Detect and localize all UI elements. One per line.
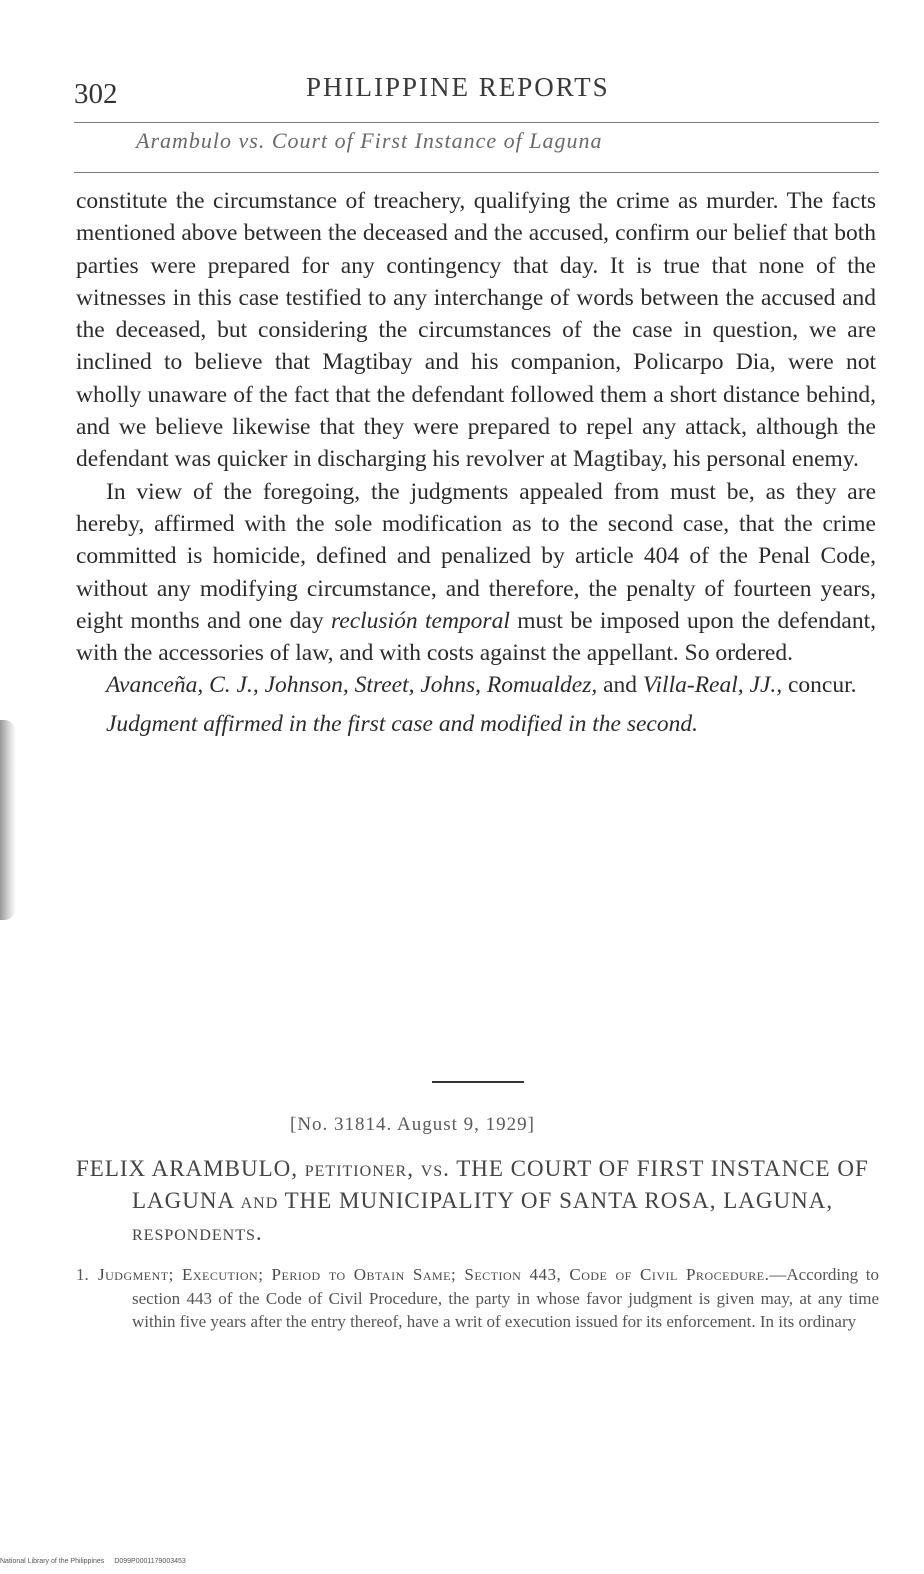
page-header	[74, 70, 874, 116]
paragraph-1: constitute the circumstance of treachery, qualifying the crime as murder. The facts mentioned above between the deceased and the accused, confirm our belief that both parties were prepared for any contingency that day. It is true that none of the witnesses in this case testified to any interchange of words between the accused and the deceased, but considering the circumstances of the case in question, we are inclined to believe that Magtibay and his companion, Policarpo Dia, were not wholly unaware of the fact that the defendant followed them a short distance behind, and we believe likewise that they were prepared to repel any attack, although the defendant was quicker in discharging his revolver at Magtibay, his personal enemy.	[76, 188, 876, 473]
syllabus-entry	[76, 1263, 879, 1334]
syllabus-heading: Judgment; Execution; Period to Obtain Same; Section 443, Code of Civil Procedure.	[98, 1265, 770, 1284]
parties-text: FELIX ARAMBULO, petitioner, vs. THE COURT OF FIRST INSTANCE OF LAGUNA and THE MUNICIPALITY OF SANTA ROSA, LAGUNA, respondents.	[76, 1156, 869, 1245]
syllabus	[76, 1263, 879, 1334]
docket-line: [No. 31814. August 9, 1929]	[290, 1114, 535, 1135]
running-head: PHILIPPINE REPORTS	[306, 72, 610, 102]
footer-library: National Library of the Philippines	[0, 1558, 105, 1565]
paragraph-2	[76, 476, 876, 670]
page-number: 302	[74, 78, 118, 110]
syllabus-number: 1.	[76, 1265, 89, 1284]
syllabus-text: —According to section 443 of the Code of Civil Procedure, the party in whose favor judgment is given may, at any time within five years after the entry thereof, have a writ of execution issued for its enforcement. In its ordinary	[132, 1265, 879, 1332]
concurring-justices-2: Villa-Real, JJ.,	[642, 672, 783, 699]
concur-word: concur.	[788, 672, 857, 699]
case-separator-rule	[432, 1081, 524, 1083]
footer-attribution	[0, 1558, 186, 1565]
disposition: Judgment affirmed in the first case and modified in the second.	[106, 710, 698, 737]
case-title-rule	[74, 172, 879, 173]
parties-caption	[76, 1153, 876, 1249]
paragraph-2-text-a: In view of the foregoing, the judgments appealed from must be, as they are hereby, affirmed with the sole modification as to the second case, that the crime committed is homicide, defined and penalized by article 404 of the Penal Code, without any modifying circumstance, and therefore, the penalty of fourteen years, eight months and one day	[76, 478, 876, 634]
footer-code: D099P0001179003453	[114, 1558, 186, 1565]
paragraph-2-text-b: must be imposed upon the defendant, with the accessories of law, and with costs against the appellant. So ordered.	[76, 607, 877, 667]
opinion-body	[76, 185, 876, 740]
concurrence-line	[76, 669, 876, 701]
header-rule	[74, 122, 879, 123]
binding-edge-shadow	[0, 720, 16, 920]
concurring-justices: Avanceña, C. J., Johnson, Street, Johns, Romualdez,	[106, 672, 598, 699]
paragraph-2-italic-term: reclusión temporal	[331, 607, 510, 634]
concur-and: and	[603, 672, 638, 699]
case-title: Arambulo vs. Court of First Instance of Laguna	[136, 128, 603, 153]
